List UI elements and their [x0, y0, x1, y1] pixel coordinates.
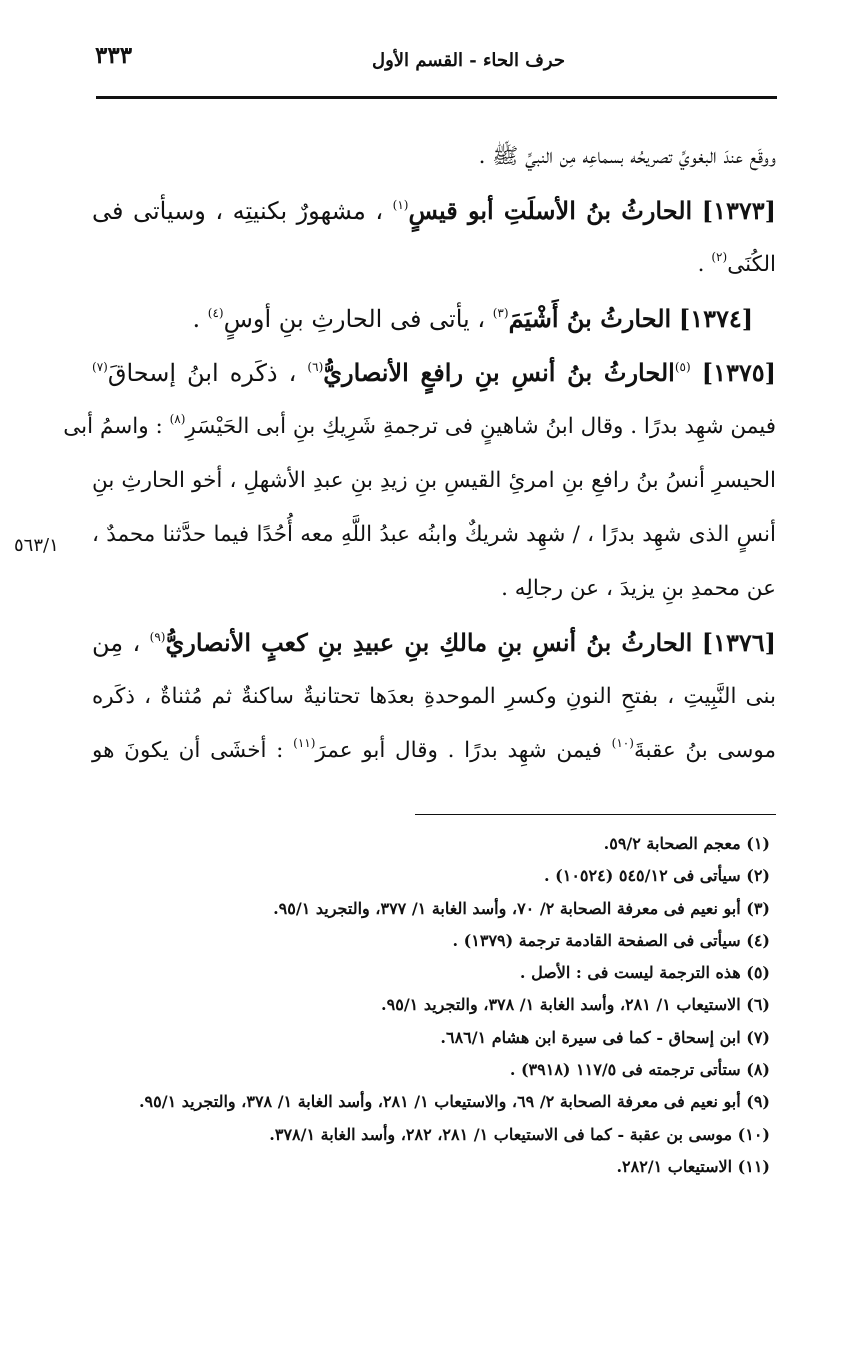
running-title: حرف الحاء - القسم الأول	[372, 50, 565, 71]
footnote: (٥) هذه الترجمة ليست فى : الأصل .	[519, 963, 770, 983]
footnote-ref: (٤)	[207, 306, 224, 320]
entry-name: الحارثُ بنُ الأسلَتِ أبو قيسٍ	[408, 196, 693, 225]
footnote: (٤) سيأتى فى الصفحة القادمة ترجمة (١٣٧٩) .	[452, 930, 770, 950]
text-line-7: الحيسرِ أنسُ بنُ رافعِ بنِ امرئِ القيسِ بنِ زيدِ بنِ عبدِ الأشهلِ ، أخو الحارثِ بنِ	[92, 468, 776, 493]
entry-1375	[92, 346, 776, 400]
footnote: (٢) سيأتى فى ٥٤٥/١٢ (١٠٥٢٤) .	[544, 866, 770, 886]
entry-name: الحارثُ بنُ أنسِ بنِ مالكِ بنِ عبيدِ بنِ كعبٍ الأنصاريُّ	[165, 628, 693, 657]
entry-number: [١٣٧٥]	[701, 358, 776, 387]
footnote-ref: (٦)	[307, 360, 324, 374]
entry-number: [١٣٧٤]	[678, 304, 754, 333]
margin-page-reference: ٥٦٣/١	[14, 535, 59, 556]
footnote-ref: (٩)	[149, 630, 166, 644]
footnote-ref: (٣)	[492, 306, 509, 320]
header-rule	[96, 96, 777, 99]
footnote-ref: (٧)	[92, 360, 108, 374]
footnote: (١١) الاستيعاب ٢٨٢/١.	[616, 1156, 770, 1176]
footnote-ref: (٨)	[169, 412, 186, 426]
entry-1376	[92, 616, 776, 670]
footnote-ref: (٥)	[674, 360, 691, 374]
entry-number: [١٣٧٣]	[701, 196, 776, 225]
footnote: (٣) أبو نعيم فى معرفة الصحابة ٢/ ٧٠، وأسد الغابة ١/ ٣٧٧، والتجريد ٩٥/١.	[273, 898, 770, 918]
entry-name: الحارثُ بنُ أنسِ بنِ رافعٍ الأنصاريُّ	[323, 358, 675, 387]
page-number: ٣٣٣	[95, 42, 133, 69]
page-header	[95, 38, 775, 88]
text-line-8: أنسٍ الذى شهِد بدرًا ، / شهِد شريكٌ وابنُه عبدُ اللَّهِ معه أُحُدًا فيما حدَّثنا محمدٌ ،	[92, 522, 776, 547]
entry-text: ، يأتى فى الحارثِ بنِ أوسٍ	[223, 305, 486, 333]
entry-text: ، مِن	[92, 629, 141, 657]
entry-text: ، مشهورٌ بكنيتِه ، وسيأتى فى	[92, 197, 384, 225]
footnotes	[70, 828, 770, 1183]
entry-1373	[92, 184, 776, 238]
text-line-6: فيمن شهِد بدرًا . وقال ابنُ شاهينٍ فى ترجمةِ شَرِيكِ بنِ أبى الحَيْسَرِ$^{(٨)}$ : واسمُ أبى	[63, 412, 776, 439]
footnote-separator	[415, 814, 776, 815]
entry-text: ، ذكَره ابنُ إسحاقَ	[107, 359, 297, 387]
main-text	[63, 130, 777, 778]
footnote-ref: (٢)	[711, 250, 728, 264]
footnote: (٧) ابن إسحاق - كما فى سيرة ابن هشام ٦٨٦/١.	[440, 1027, 770, 1047]
text-line-3: الكُنَى$^{(٢)}$ .	[697, 250, 776, 277]
footnote-ref: (١١)	[293, 736, 316, 750]
text-line-12: موسى بنُ عقبةَ$^{(١٠)}$ فيمن شهِد بدرًا . وقال أبو عمرَ$^{(١١)}$ : أخشَى أن يكونَ هو	[92, 736, 776, 763]
text-line-9: عن محمدِ بنِ يزيدَ ، عن رجالِه .	[501, 576, 776, 601]
entry-number: [١٣٧٦]	[701, 628, 777, 657]
entry-name: الحارثُ بنُ أَشْيَمَ	[508, 304, 672, 333]
footnote: (٨) ستأتى ترجمته فى ١١٧/٥ (٣٩١٨) .	[509, 1060, 770, 1080]
footnote-ref: (١٠)	[611, 736, 634, 750]
footnote-ref: (١)	[392, 198, 409, 212]
entry-1374: [١٣٧٤] الحارثُ بنُ أَشْيَمَ$^{(٣)}$ ، يأتى فى الحارثِ بنِ أوسٍ$^{(٤)}$ .	[192, 304, 754, 333]
text-line-11: بنى النَّبِيتِ ، بفتحِ النونِ وكسرِ الموحدةِ بعدَها تحتانيةٌ ساكنةٌ ثم مُثناةٌ ، ذكَره	[92, 684, 776, 709]
footnote: (١) معجم الصحابة ٥٩/٢.	[603, 834, 770, 853]
footnote: (٩) أبو نعيم فى معرفة الصحابة ٢/ ٦٩، والاستيعاب ١/ ٢٨١، وأسد الغابة ١/ ٣٧٨، والتجريد ٩٥/١.	[138, 1092, 770, 1112]
footnote: (٦) الاستيعاب ١/ ٢٨١، وأسد الغابة ١/ ٣٧٨، والتجريد ٩٥/١.	[381, 995, 770, 1015]
footnote: (١٠) موسى بن عقبة - كما فى الاستيعاب ١/ ٢٨١، ٢٨٢، وأسد الغابة ٣٧٨/١.	[269, 1124, 770, 1144]
text-line-1: ووقَع عندَ البغويِّ تصريحُه بسماعِه مِن النبيِّ ﷺ .	[478, 144, 776, 169]
